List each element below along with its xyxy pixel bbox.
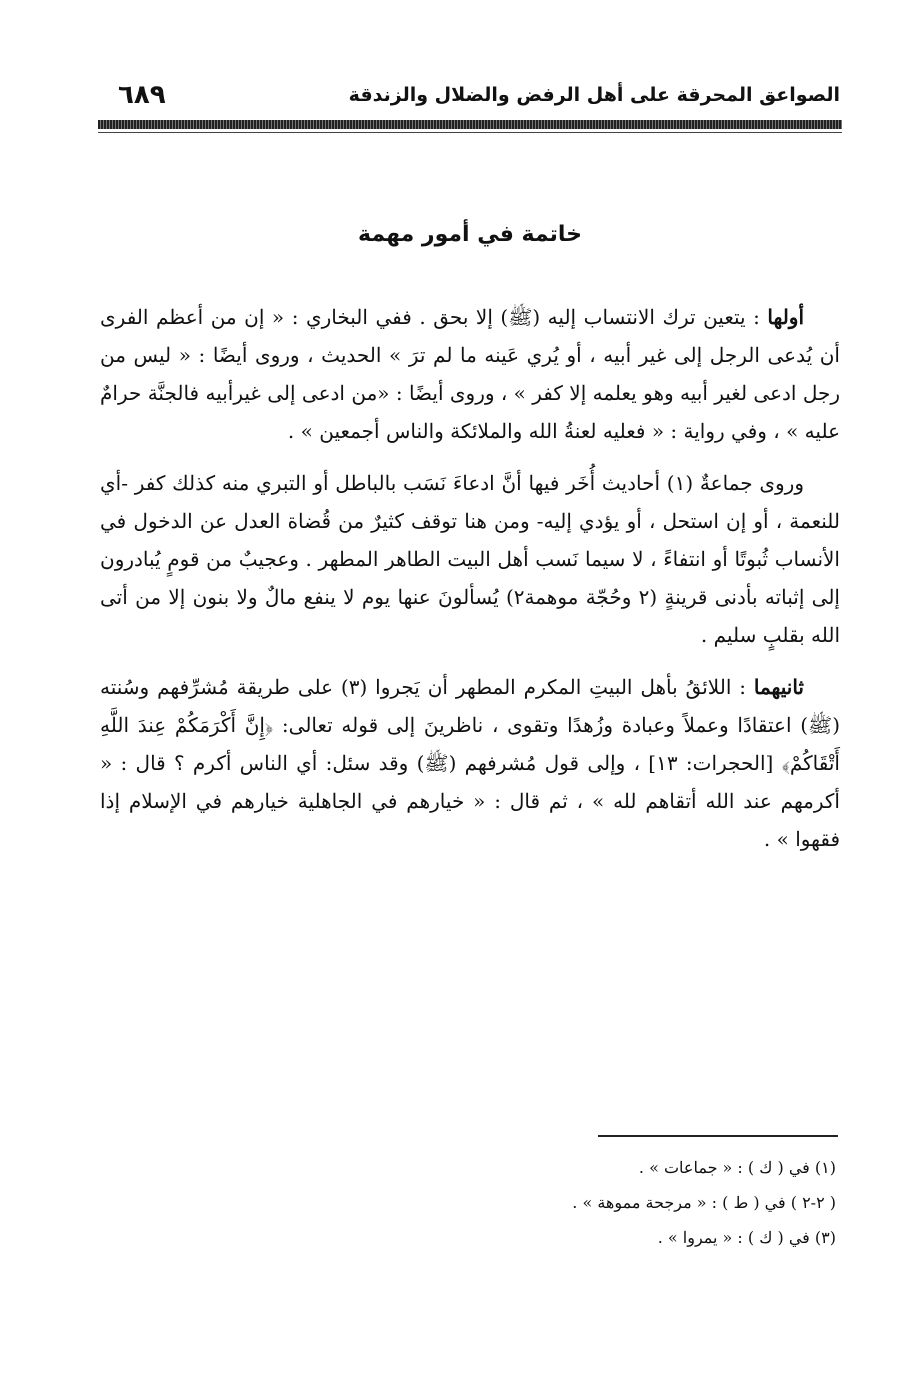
page-number: ٦٨٩ (118, 80, 166, 110)
running-header (100, 80, 840, 116)
header-divider (98, 120, 842, 129)
paragraph-text: وروى جماعةٌ (١) أحاديث أُخَر فيها أنَّ ادعاءَ نَسَب بالباطل أو التبري منه كذلك كفر -أي للنعمة ، أو إن استحل ، أو يؤدي إليه- ومن هنا توقف كثيرٌ من قُضاة العدل عن الدخول في الأنساب ثُبوتًا أو انتفاءً ، لا سيما نَسب أهل البيت الطاهر المطهر . وعجيبٌ من قومٍ يُبادرون إلى إثباته بأدنى قرينةٍ (٢ وحُجّة موهمة٢) يُسألونَ عنها يوم لا ينفع مالٌ ولا بنون إلا من أتى الله بقلبٍ سليم . (100, 471, 840, 647)
footnote: (١) في ( ك ) : « جماعات » . (638, 1158, 836, 1177)
paragraph-text: : اللائقُ بأهل البيتِ المكرم المطهر أن يَجروا (٣) على طريقة مُشرِّفهم وسُنته (ﷺ) اعتقادًا وعملاً وعبادة وزُهدًا وتقوى ، ناظرينَ إلى قوله تعالى: ﴿إِنَّ أَكْرَمَكُمْ عِندَ اللَّهِ أَتْقَاكُمْ﴾ [الحجرات: ١٣] ، وإلى قول مُشرفهم (ﷺ) وقد سئل: أي الناس أكرم ؟ قال : « أكرمهم عند الله أتقاهم لله » ، ثم قال : « خيارهم في الجاهلية خيارهم في الإسلام إذا فقهوا » . (100, 675, 840, 851)
paragraph-lead: ثانيهما (753, 675, 804, 699)
footnote: ( ٢-٢ ) في ( ط ) : « مرجحة مموهة » . (572, 1193, 836, 1212)
paragraph-second (100, 464, 840, 654)
footnote: (٣) في ( ك ) : « يمروا » . (657, 1228, 836, 1247)
paragraph-text: : يتعين ترك الانتساب إليه (ﷺ) إلا بحق . ففي البخاري : « إن من أعظم الفرى أن يُدعى الرجل إلى غير أبيه ، أو يُري عَينه ما لم ترَ » الحديث ، وروى أيضًا : « ليس من رجل ادعى لغير أبيه وهو يعلمه إلا كفر » ، وروى أيضًا : «من ادعى إلى غيرأبيه فالجنَّة حرامٌ عليه » ، وفي رواية : « فعليه لعنةُ الله والملائكة والناس أجمعين » . (100, 305, 840, 443)
section-title: خاتمة في أمور مهمة (358, 222, 582, 247)
paragraph-third (100, 668, 840, 858)
paragraph-first (100, 298, 840, 450)
body-text (100, 298, 840, 872)
footnotes (100, 1150, 840, 1255)
footnote-divider (598, 1135, 838, 1137)
paragraph-lead: أولها (767, 305, 804, 329)
running-header-title: الصواعق المحرقة على أهل الرفض والضلال والزندقة (348, 84, 840, 106)
